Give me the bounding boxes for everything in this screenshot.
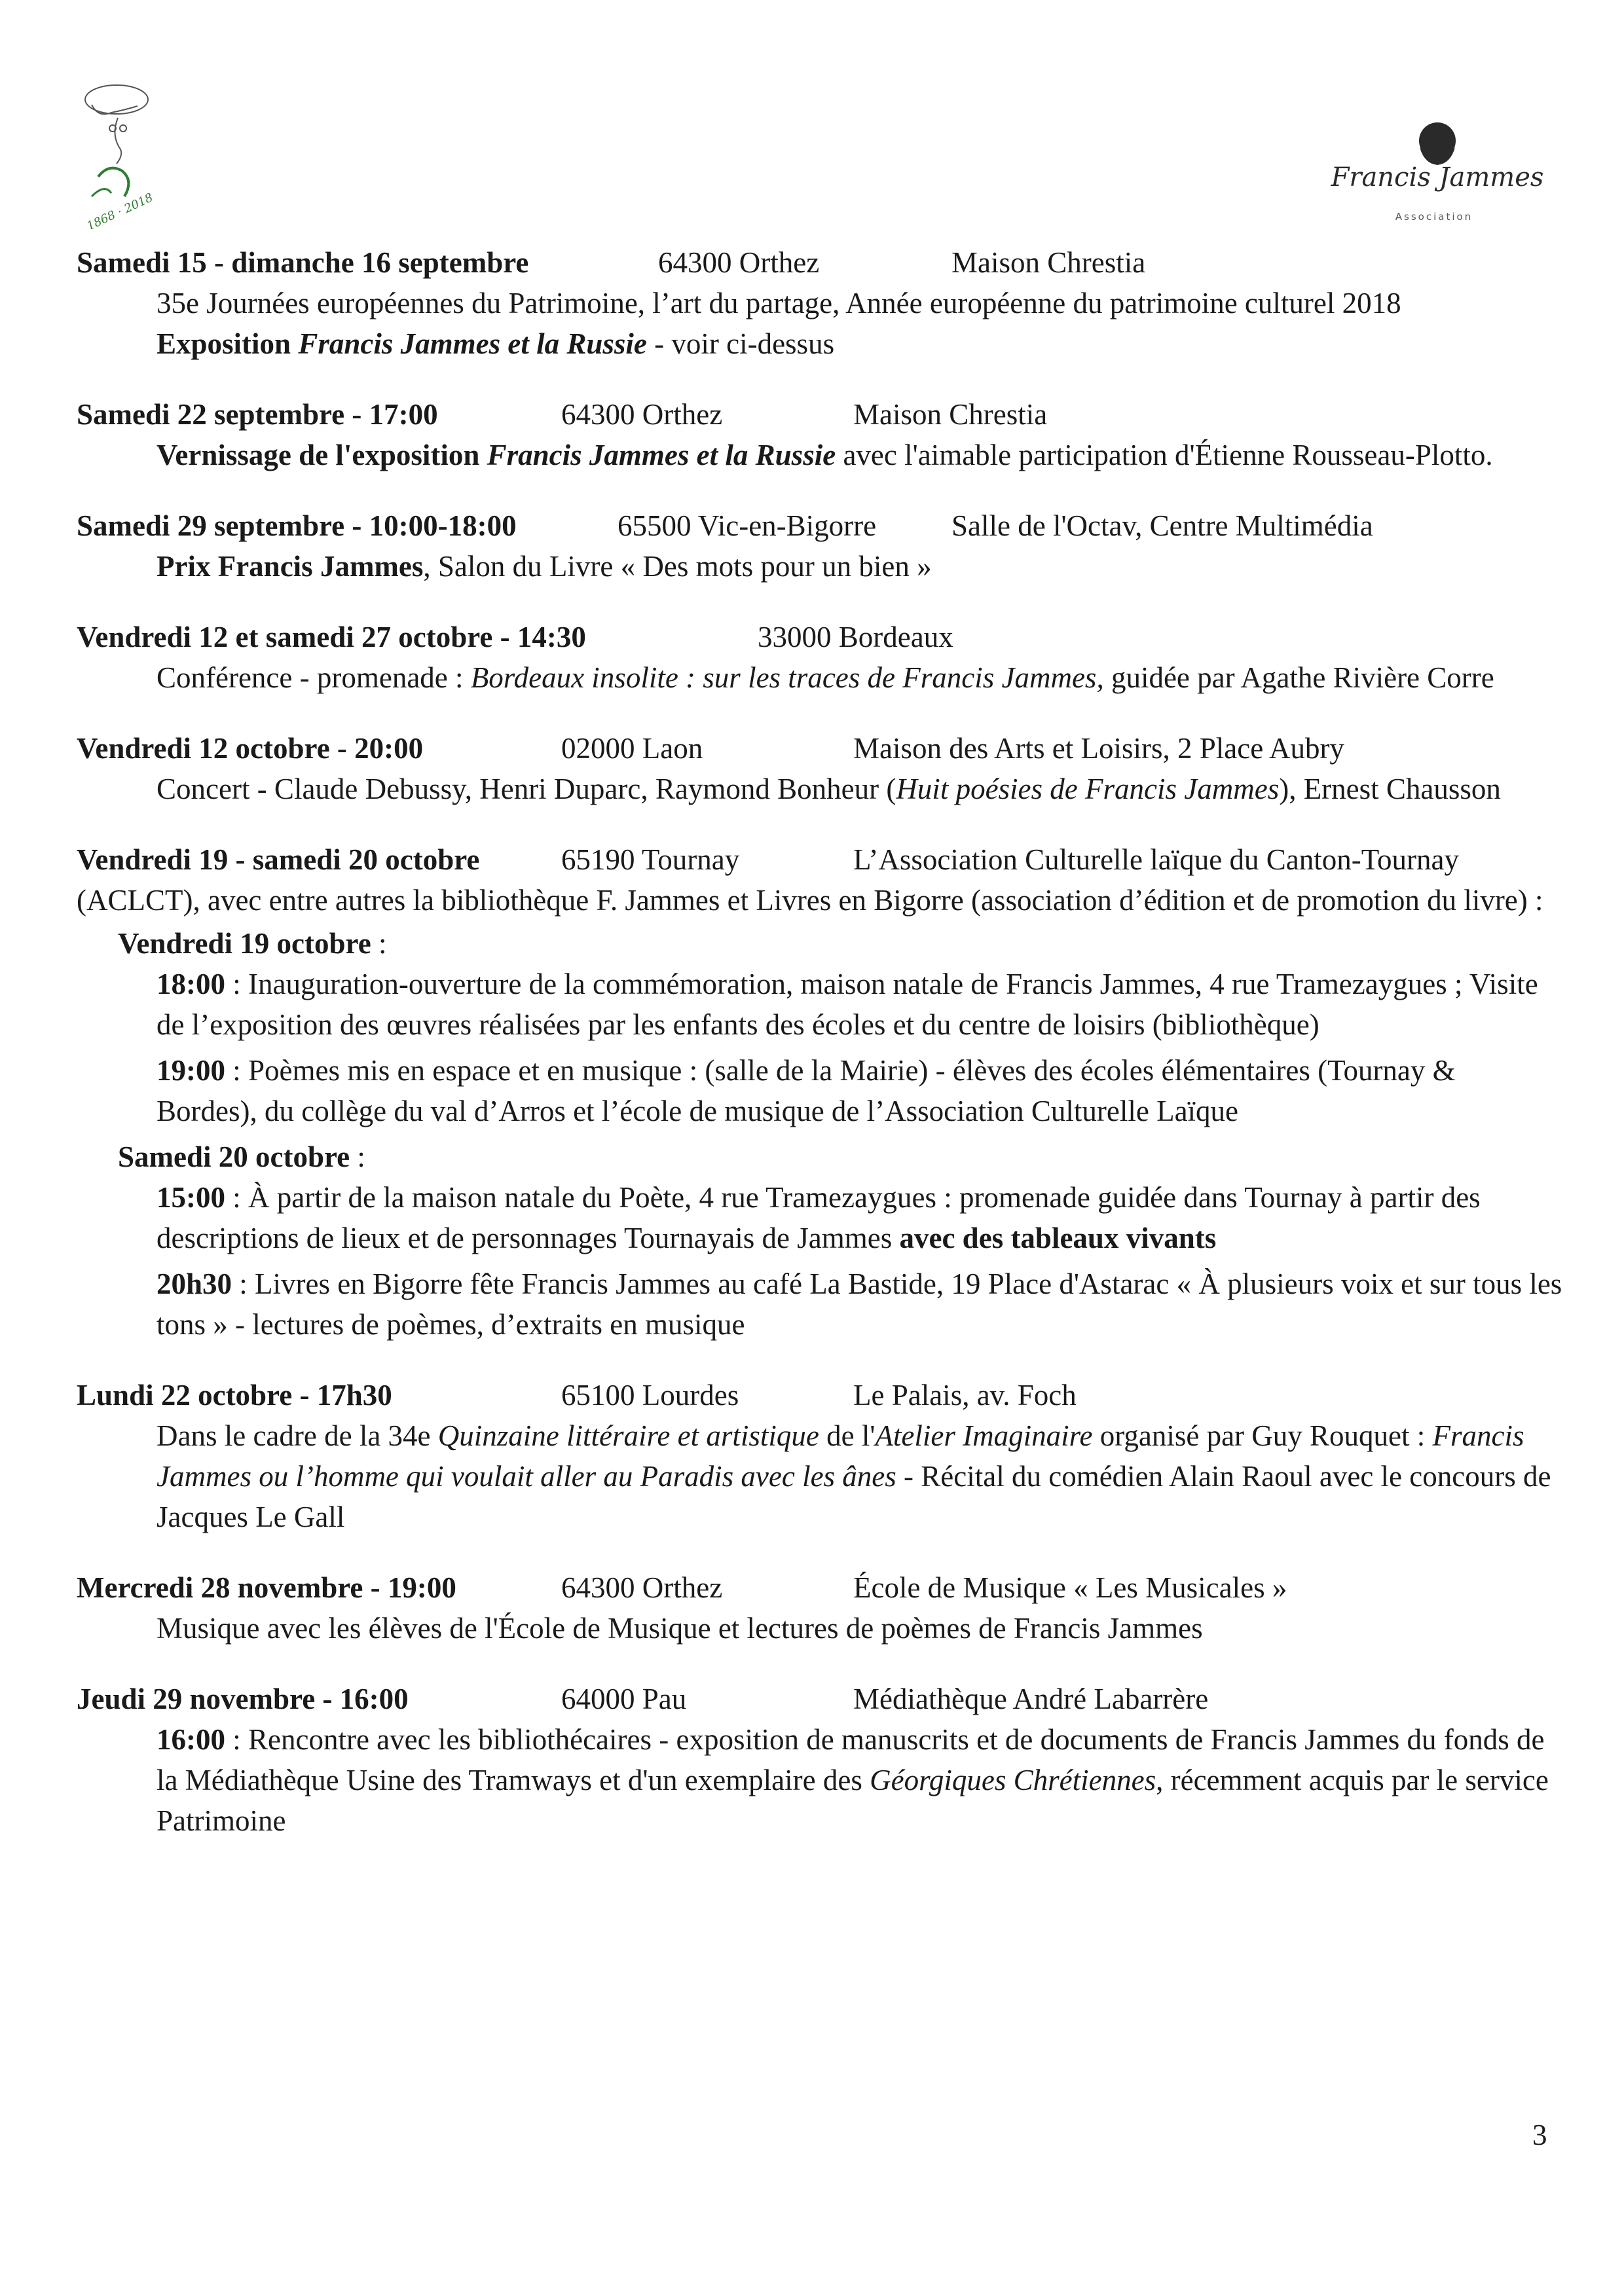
event-text: 16:00 : Rencontre avec les bibliothécaires - exposition de manuscrits et de documents de Francis Jammes du fonds de la Médiathèque Usine des Tramways et d'un exemplaire des Géorgiques Chrétiennes, récemment acquis par le service Patrimoine bbox=[157, 1723, 1549, 1837]
event-place: 02000 Laon bbox=[561, 732, 703, 765]
event-venue: Maison Chrestia bbox=[951, 246, 1146, 279]
day-label: Vendredi 19 octobre bbox=[118, 927, 371, 960]
event-place: 65190 Tournay bbox=[561, 843, 740, 876]
event-item bbox=[77, 394, 1563, 475]
event-item bbox=[77, 839, 1563, 1345]
event-text: Vernissage de l'exposition Francis Jammes et la Russie avec l'aimable participation d'Étienne Rousseau-Plotto. bbox=[157, 439, 1493, 471]
event-text: Concert - Claude Debussy, Henri Duparc, Raymond Bonheur (Huit poésies de Francis Jammes), Ernest Chausson bbox=[157, 773, 1501, 805]
event-date: Vendredi 12 et samedi 27 octobre - 14:30 bbox=[77, 621, 586, 653]
event-venue: École de Musique « Les Musicales » bbox=[853, 1571, 1287, 1604]
event-date: Lundi 22 octobre - 17h30 bbox=[77, 1379, 392, 1412]
event-place: 64300 Orthez bbox=[658, 246, 820, 279]
event-date: Mercredi 28 novembre - 19:00 bbox=[77, 1571, 456, 1604]
event-item bbox=[77, 1679, 1563, 1841]
event-place: 65100 Lourdes bbox=[561, 1379, 739, 1412]
event-date: Samedi 15 - dimanche 16 septembre bbox=[77, 246, 529, 279]
event-item bbox=[77, 1567, 1563, 1649]
event-item bbox=[77, 728, 1563, 809]
event-place: 64300 Orthez bbox=[561, 398, 723, 431]
event-place: 65500 Vic-en-Bigorre bbox=[618, 509, 877, 542]
day-block: Vendredi 19 octobre : 18:00 : Inauguration-ouverture de la commémoration, maison natale de Francis Jammes, 4 rue Tramezaygues ; Visite de l’exposition des œuvres réalisées par les enfants des écoles et du centre de loisirs (bibliothèque) 19:00 : Poèmes mis en espace et en musique : (salle de la Mairie) - élèves des écoles élémentaires (Tournay & Bordes), du collège du val d’Arros et l’école de musique de l’Association Culturelle Laïque bbox=[118, 923, 1563, 1131]
event-item bbox=[77, 617, 1563, 698]
event-venue: Le Palais, av. Foch bbox=[853, 1379, 1077, 1412]
events-list bbox=[77, 242, 1563, 1871]
event-item bbox=[77, 505, 1563, 587]
schedule-item: 15:00 : À partir de la maison natale du Poète, 4 rue Tramezaygues : promenade guidée dans Tournay à partir des descriptions de lieux et de personnages Tournayais de Jammes avec des tableaux vivants bbox=[157, 1181, 1481, 1254]
years-label: 1868 · 2018 bbox=[84, 191, 155, 229]
event-text: 35e Journées européennes du Patrimoine, l’art du partage, Année européenne du patrimoine culturel 2018 bbox=[157, 287, 1401, 319]
event-venue: Médiathèque André Labarrère bbox=[853, 1683, 1209, 1715]
event-text: Dans le cadre de la 34e Quinzaine littéraire et artistique de l'Atelier Imaginaire organisé par Guy Rouquet : Francis Jammes ou l’homme qui voulait aller au Paradis avec les ânes - Récital du comédien Alain Raoul avec le concours de Jacques Le Gall bbox=[157, 1419, 1551, 1533]
event-date: Vendredi 19 - samedi 20 octobre bbox=[77, 843, 480, 876]
association-name: Francis Jammes bbox=[1331, 162, 1544, 192]
event-venue: Maison Chrestia bbox=[853, 398, 1048, 431]
commemoration-logo bbox=[72, 72, 170, 229]
schedule-item: 20h30 : Livres en Bigorre fête Francis Jammes au café La Bastide, 19 Place d'Astarac « À plusieurs voix et sur tous les tons » - lectures de poèmes, d’extraits en musique bbox=[157, 1267, 1562, 1341]
event-text: Prix Francis Jammes, Salon du Livre « Des mots pour un bien » bbox=[157, 550, 932, 583]
association-label: Association bbox=[1395, 211, 1473, 223]
schedule-item: 19:00 : Poèmes mis en espace et en musique : (salle de la Mairie) - élèves des écoles élémentaires (Tournay & Bordes), du collège du val d’Arros et l’école de musique de l’Association Culturelle Laïque bbox=[157, 1054, 1456, 1127]
event-place: 64300 Orthez bbox=[561, 1571, 723, 1604]
day-label: Samedi 20 octobre bbox=[118, 1140, 350, 1173]
event-text: (ACLCT), avec entre autres la bibliothèque F. Jammes et Livres en Bigorre (association d’édition et de promotion du livre) : bbox=[77, 884, 1543, 917]
event-venue: Salle de l'Octav, Centre Multimédia bbox=[951, 509, 1373, 542]
page-number: 3 bbox=[1532, 2119, 1547, 2151]
schedule-item: 18:00 : Inauguration-ouverture de la commémoration, maison natale de Francis Jammes, 4 rue Tramezaygues ; Visite de l’exposition des œuvres réalisées par les enfants des écoles et du centre de loisirs (bibliothèque) bbox=[157, 968, 1538, 1041]
event-text: Musique avec les élèves de l'École de Musique et lectures de poèmes de Francis Jammes bbox=[157, 1612, 1203, 1645]
event-item bbox=[77, 1375, 1563, 1537]
day-block: Samedi 20 octobre : 15:00 : À partir de la maison natale du Poète, 4 rue Tramezaygues : promenade guidée dans Tournay à partir des descriptions de lieux et de personnages Tournayais de Jammes avec des tableaux vivants 20h30 : Livres en Bigorre fête Francis Jammes au café La Bastide, 19 Place d'Astarac « À plusieurs voix et sur tous les tons » - lectures de poèmes, d’extraits en musique bbox=[118, 1137, 1563, 1345]
event-venue: Maison des Arts et Loisirs, 2 Place Aubry bbox=[853, 732, 1344, 765]
event-date: Vendredi 12 octobre - 20:00 bbox=[77, 732, 424, 765]
poet-sketch-icon bbox=[72, 72, 170, 229]
event-date: Samedi 22 septembre - 17:00 bbox=[77, 398, 438, 431]
event-text: Exposition Francis Jammes et la Russie - voir ci-dessus bbox=[157, 327, 835, 360]
event-text: Conférence - promenade : Bordeaux insolite : sur les traces de Francis Jammes, guidée par Agathe Rivière Corre bbox=[157, 661, 1494, 694]
event-date: Samedi 29 septembre - 10:00-18:00 bbox=[77, 509, 517, 542]
event-place: 33000 Bordeaux bbox=[758, 621, 953, 653]
event-venue: L’Association Culturelle laïque du Canton-Tournay bbox=[853, 843, 1460, 876]
association-logo bbox=[1310, 118, 1565, 223]
event-item bbox=[77, 242, 1563, 364]
event-date: Jeudi 29 novembre - 16:00 bbox=[77, 1683, 409, 1715]
event-place: 64000 Pau bbox=[561, 1683, 687, 1715]
